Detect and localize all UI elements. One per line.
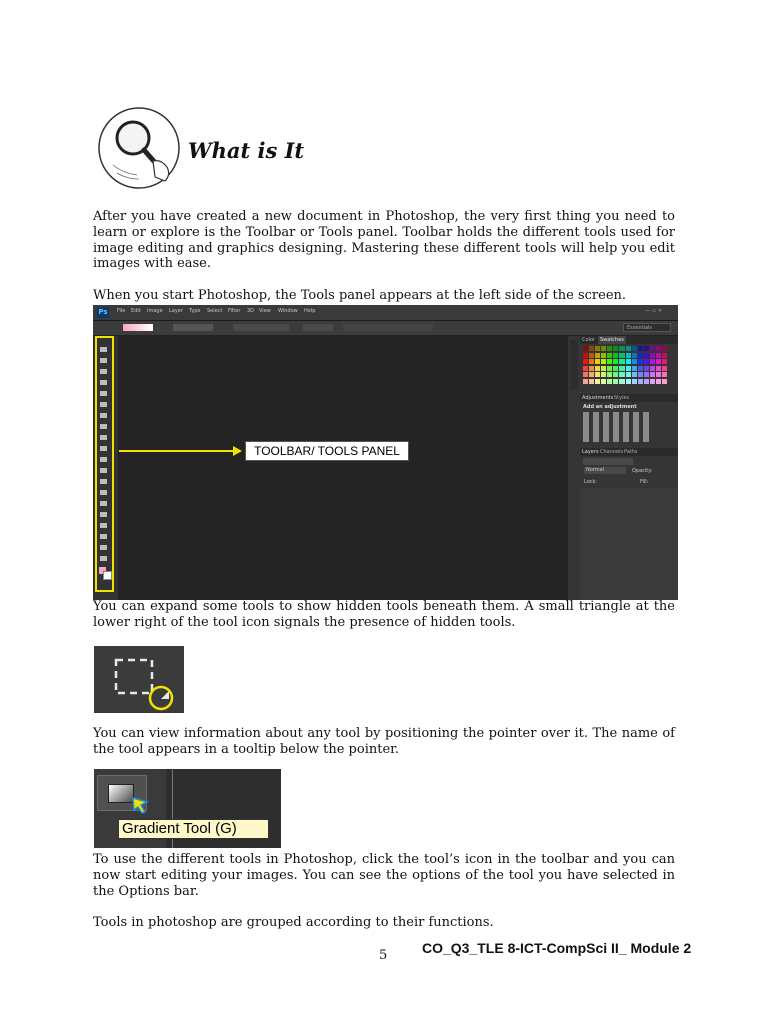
magnifier-illustration xyxy=(93,105,185,191)
swatch[interactable] xyxy=(613,366,618,371)
swatch[interactable] xyxy=(656,379,661,384)
swatch[interactable] xyxy=(644,379,649,384)
ps-canvas-area xyxy=(118,336,568,600)
swatch[interactable] xyxy=(613,346,618,351)
swatch[interactable] xyxy=(638,366,643,371)
swatch[interactable] xyxy=(607,359,612,364)
section-title: What is It xyxy=(188,138,305,163)
swatch[interactable] xyxy=(638,353,643,358)
swatch[interactable] xyxy=(583,366,588,371)
swatch[interactable] xyxy=(626,366,631,371)
swatch[interactable] xyxy=(589,359,594,364)
tab-adjustments[interactable]: Adjustments xyxy=(582,395,614,401)
layer-kind-filter[interactable] xyxy=(583,458,633,465)
swatch[interactable] xyxy=(650,359,655,364)
swatch[interactable] xyxy=(595,353,600,358)
menu-3d[interactable]: 3D xyxy=(247,308,255,314)
mode-options[interactable] xyxy=(173,324,213,331)
adjustments-panel-tabs xyxy=(580,394,678,402)
gradient-tooltip-image xyxy=(94,769,281,848)
swatch[interactable] xyxy=(595,359,600,364)
window-controls[interactable]: — ▭ ✕ xyxy=(645,308,663,314)
swatch[interactable] xyxy=(644,372,649,377)
magnifying-glass-icon xyxy=(93,105,185,191)
callout-arrow-line xyxy=(119,450,237,452)
swatch[interactable] xyxy=(601,379,606,384)
marquee-tool-image xyxy=(94,646,184,713)
swatch-grid[interactable] xyxy=(583,346,667,384)
marquee-tool-icon xyxy=(94,646,184,713)
ps-right-panels xyxy=(568,336,678,600)
swatch[interactable] xyxy=(613,379,618,384)
swatch[interactable] xyxy=(662,379,667,384)
module-footer: CO_Q3_TLE 8-ICT-CompSci II_ Module 2 xyxy=(422,940,692,956)
swatch[interactable] xyxy=(601,359,606,364)
tab-swatches[interactable]: Swatches xyxy=(600,337,624,343)
opacity-label: Opacity: xyxy=(632,468,653,474)
swatch[interactable] xyxy=(619,353,624,358)
blend-mode-select[interactable]: Normal xyxy=(584,467,626,474)
menu-edit[interactable]: Edit xyxy=(131,308,141,314)
workspace-select[interactable]: Essentials xyxy=(623,323,671,332)
menu-file[interactable]: File xyxy=(117,308,126,314)
tab-color[interactable]: Color xyxy=(582,337,596,343)
swatch[interactable] xyxy=(650,379,655,384)
grouping-paragraph: Tools in photoshop are grouped according to their functions. xyxy=(93,915,494,930)
swatch[interactable] xyxy=(589,353,594,358)
callout-arrow-head xyxy=(233,446,242,456)
swatch[interactable] xyxy=(632,372,637,377)
menu-view[interactable]: View xyxy=(259,308,271,314)
swatch[interactable] xyxy=(619,366,624,371)
swatch[interactable] xyxy=(632,353,637,358)
swatch[interactable] xyxy=(589,346,594,351)
swatch[interactable] xyxy=(589,372,594,377)
swatch[interactable] xyxy=(632,366,637,371)
toolbar-callout-label: TOOLBAR/ TOOLS PANEL xyxy=(245,441,409,461)
swatch[interactable] xyxy=(632,346,637,351)
swatch[interactable] xyxy=(650,346,655,351)
swatch[interactable] xyxy=(644,346,649,351)
lock-label: Lock: xyxy=(584,479,598,485)
tools-panel-paragraph: When you start Photoshop, the Tools panel appears at the left side of the screen. xyxy=(93,288,627,303)
swatch[interactable] xyxy=(662,372,667,377)
swatch[interactable] xyxy=(632,379,637,384)
swatch[interactable] xyxy=(638,372,643,377)
swatch[interactable] xyxy=(589,379,594,384)
tab-styles[interactable]: Styles xyxy=(614,395,630,401)
swatch[interactable] xyxy=(638,379,643,384)
swatch[interactable] xyxy=(662,353,667,358)
swatch[interactable] xyxy=(656,353,661,358)
panel-icon-strip[interactable] xyxy=(570,340,578,390)
swatch[interactable] xyxy=(644,359,649,364)
swatch[interactable] xyxy=(662,346,667,351)
tab-channels[interactable]: Channels xyxy=(600,449,624,455)
swatch[interactable] xyxy=(656,366,661,371)
swatch[interactable] xyxy=(644,353,649,358)
usage-paragraph: To use the different tools in Photoshop, click the tool’s icon in the toolbar and you can now start editing your images. You can see the options of the tool you have selected in the Options bar. xyxy=(93,852,675,899)
swatch[interactable] xyxy=(583,346,588,351)
swatch[interactable] xyxy=(595,346,600,351)
swatch[interactable] xyxy=(626,346,631,351)
swatch[interactable] xyxy=(656,346,661,351)
tooltip-paragraph: You can view information about any tool by positioning the pointer over it. The name of the tool appears in a tooltip below the pointer. xyxy=(93,726,675,757)
swatch[interactable] xyxy=(619,346,624,351)
menu-image[interactable]: Image xyxy=(147,308,163,314)
option-checkboxes[interactable] xyxy=(343,324,433,331)
swatch[interactable] xyxy=(626,353,631,358)
swatch[interactable] xyxy=(601,346,606,351)
swatch[interactable] xyxy=(595,379,600,384)
swatch[interactable] xyxy=(607,346,612,351)
ps-options-bar xyxy=(93,321,678,336)
swatch[interactable] xyxy=(601,372,606,377)
swatch[interactable] xyxy=(589,366,594,371)
add-adjustment-label: Add an adjustment xyxy=(583,404,637,410)
pointer-cursor-icon xyxy=(131,796,151,816)
swatch[interactable] xyxy=(638,359,643,364)
swatch[interactable] xyxy=(607,353,612,358)
page-number: 5 xyxy=(379,948,388,963)
color-panel-tabs xyxy=(580,336,678,344)
swatch[interactable] xyxy=(607,372,612,377)
swatch[interactable] xyxy=(619,372,624,377)
gradient-preview[interactable] xyxy=(123,324,153,331)
toolbar-highlight-box xyxy=(95,336,114,592)
swatch[interactable] xyxy=(595,366,600,371)
swatch[interactable] xyxy=(601,366,606,371)
menu-window[interactable]: Window xyxy=(278,308,298,314)
swatch[interactable] xyxy=(626,379,631,384)
swatch[interactable] xyxy=(650,353,655,358)
layers-panel-tabs xyxy=(580,448,678,456)
gradient-tool-tooltip: Gradient Tool (G) xyxy=(118,819,269,839)
layers-list xyxy=(580,488,678,600)
menu-select[interactable]: Select xyxy=(207,308,223,314)
swatch[interactable] xyxy=(613,372,618,377)
menu-type[interactable]: Type xyxy=(189,308,201,314)
tab-paths[interactable]: Paths xyxy=(624,449,638,455)
opacity-field[interactable] xyxy=(303,324,333,331)
swatch[interactable] xyxy=(607,379,612,384)
swatch[interactable] xyxy=(626,359,631,364)
swatch[interactable] xyxy=(662,366,667,371)
adjustment-icons[interactable] xyxy=(583,412,653,442)
swatch[interactable] xyxy=(583,379,588,384)
swatch[interactable] xyxy=(650,366,655,371)
swatch[interactable] xyxy=(638,346,643,351)
menu-filter[interactable]: Filter xyxy=(228,308,241,314)
swatch[interactable] xyxy=(619,379,624,384)
swatch[interactable] xyxy=(656,359,661,364)
menu-help[interactable]: Help xyxy=(304,308,316,314)
swatch[interactable] xyxy=(583,372,588,377)
swatch[interactable] xyxy=(607,366,612,371)
photoshop-screenshot xyxy=(93,305,678,600)
swatch[interactable] xyxy=(595,372,600,377)
menu-layer[interactable]: Layer xyxy=(169,308,183,314)
swatch[interactable] xyxy=(650,372,655,377)
swatch[interactable] xyxy=(619,359,624,364)
swatch[interactable] xyxy=(613,359,618,364)
swatch[interactable] xyxy=(613,353,618,358)
swatch[interactable] xyxy=(662,359,667,364)
swatch[interactable] xyxy=(632,359,637,364)
intro-paragraph: After you have created a new document in Photoshop, the very first thing you need to learn or explore is the Toolbar or Tools panel. Toolbar holds the different tools used for image editing and graphics designing. Mastering these different tools will help you edit images with ease. xyxy=(93,209,675,272)
swatch[interactable] xyxy=(644,366,649,371)
swatch[interactable] xyxy=(583,353,588,358)
ps-logo-icon: Ps xyxy=(98,308,108,316)
hidden-tools-paragraph: You can expand some tools to show hidden tools beneath them. A small triangle at the lower right of the tool icon signals the presence of hidden tools. xyxy=(93,599,675,630)
swatch[interactable] xyxy=(626,372,631,377)
tab-layers[interactable]: Layers xyxy=(582,449,599,455)
ps-menubar xyxy=(93,305,678,321)
swatch[interactable] xyxy=(601,353,606,358)
fill-label: Fill: xyxy=(640,479,649,485)
mode-select[interactable] xyxy=(233,324,289,331)
swatch[interactable] xyxy=(583,359,588,364)
swatch[interactable] xyxy=(656,372,661,377)
